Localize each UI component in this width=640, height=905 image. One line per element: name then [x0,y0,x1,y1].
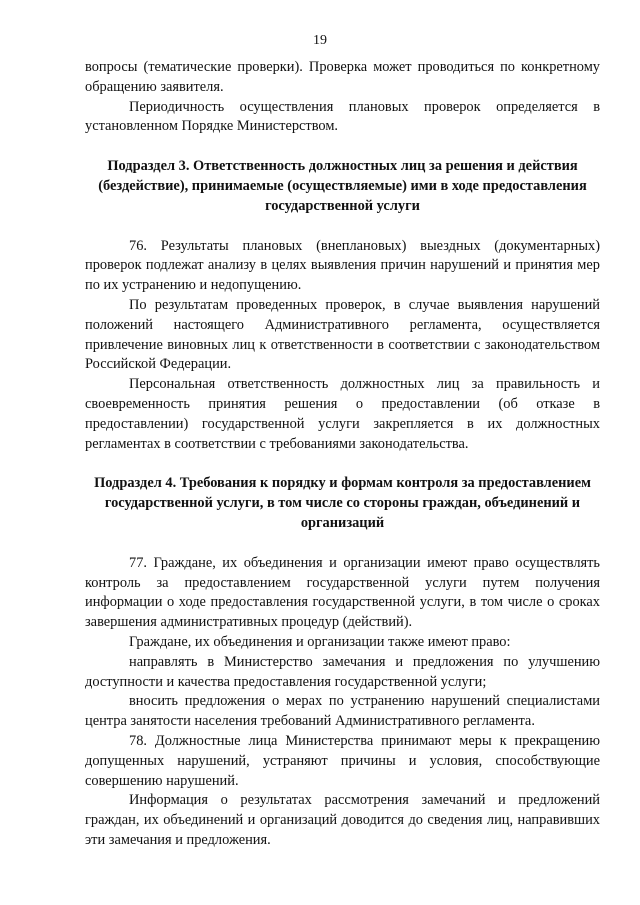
paragraph-76: 76. Результаты плановых (внеплановых) выездных (документарных) проверок подлежат анализу в целях выявления причин нарушений и принятия мер по их устранению и недопущению. [85,237,600,294]
paragraph-78-information: Информация о результатах рассмотрения замечаний и предложений граждан, их объединений и организаций доводится до сведения лиц, направивших эти замечания и предложения. [85,792,600,848]
section-4-heading: Подраздел 4. Требования к порядку и формам контроля за предоставлением государственной услуги, в том числе со стороны граждан, объединений и организаций [94,475,591,531]
paragraph-77-send-comments: направлять в Министерство замечания и предложения по улучшению доступности и качества предоставления государственной услуги; [85,653,600,690]
paragraph-77-rights: Граждане, их объединения и организации также имеют право: [129,633,511,650]
section-3-heading: Подраздел 3. Ответственность должностных лиц за решения и действия (бездействие), принимаемые (осуществляемые) ими в ходе предоставления государственной услуги [98,158,587,214]
page-number: 19 [313,33,327,48]
paragraph-intro-periodicity: Периодичность осуществления плановых проверок определяется в установленном Порядке Министерством. [85,98,600,135]
paragraph-76-responsibility: Персональная ответственность должностных лиц за правильность и своевременность принятия решения о предоставлении (об отказе в предоставлении) государственной услуги закрепляется в их должностных регламентах в соответствии с требованиями законодательства. [85,376,600,452]
paragraph-77-proposals: вносить предложения о мерах по устранению нарушений специалистами центра занятости населения требований Административного регламента. [85,693,600,730]
paragraph-76-results: По результатам проведенных проверок, в случае выявления нарушений положений настоящего Административного регламента, осуществляется привлечение виновных лиц к ответственности в соответствии с законодательством Российской Федерации. [85,296,600,373]
paragraph-78: 78. Должностные лица Министерства принимают меры к прекращению допущенных нарушений, устраняют причины и условия, способствующие совершению нарушений. [85,732,600,789]
paragraph-77: 77. Граждане, их объединения и организации имеют право осуществлять контроль за предоставлением государственной услуги путем получения информации о ходе предоставления государственной услуги, в том числе о сроках завершения административных процедур (действий). [85,554,600,631]
document-body [85,58,600,851]
paragraph-intro-continuation: вопросы (тематические проверки). Проверка может проводиться по конкретному обращению заявителя. [85,59,600,95]
